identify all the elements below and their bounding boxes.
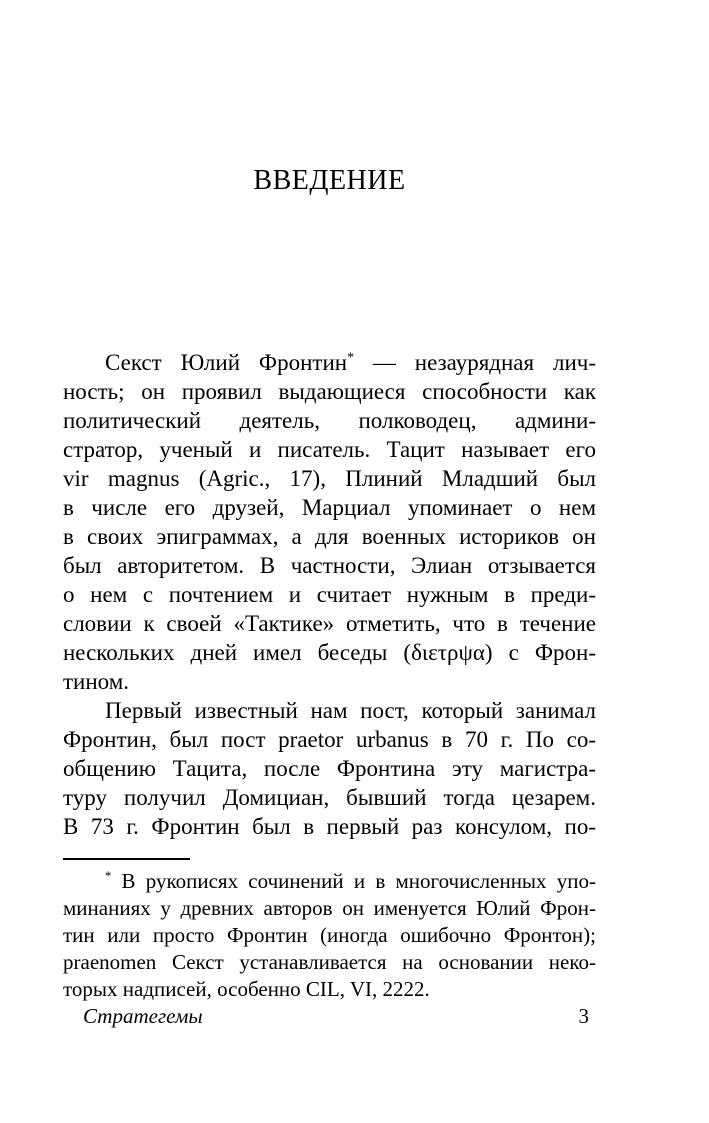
text-run: В рукописях сочинений и в многочисленных упо- <box>111 869 596 893</box>
text-line: тином. <box>63 669 130 694</box>
text-line: В 73 г. Фронтин был в первый раз консулом, по- <box>63 814 596 839</box>
footnote-separator <box>63 858 190 860</box>
text-line: Первый известный нам пост, который занимал <box>105 698 596 723</box>
text-line: ность; он проявил выдающиеся способности как <box>63 379 596 404</box>
footnote-line: торых надписей, особенно CIL, VI, 2222. <box>63 977 430 1001</box>
text-line: политический деятель, полководец, админи- <box>63 408 596 433</box>
text-line: стратор, ученый и писатель. Тацит называет его <box>63 437 596 462</box>
footnote-line <box>63 868 596 895</box>
text-line: в числе его друзей, Марциал упоминает о нем <box>63 495 596 520</box>
text-line <box>63 348 596 377</box>
paragraph-2 <box>63 696 596 841</box>
footnote-line: praenomen Секст устанавливается на основании неко- <box>63 950 596 974</box>
page-number: 3 <box>578 1004 589 1028</box>
running-footer <box>63 1003 596 1030</box>
text-line: был авторитетом. В частности, Элиан отзывается <box>63 553 596 578</box>
text-line: словии к своей «Тактике» отметить, что в течение <box>63 611 596 636</box>
footnote-marker: * <box>105 869 112 883</box>
text-line: нескольких дней имел беседы (διετρψα) с Фрон- <box>63 640 596 665</box>
footnote-line: тин или просто Фронтин (иногда ошибочно Фронтон); <box>63 923 596 947</box>
footnote <box>63 868 596 1003</box>
chapter-title: ВВЕДЕНИЕ <box>253 165 406 196</box>
text-line: о нем с почтением и считает нужным в преди- <box>63 582 596 607</box>
body-text <box>63 348 596 841</box>
paragraph-1 <box>63 348 596 696</box>
footnote-line: минаниях у древних авторов он именуется Юлий Фрон- <box>63 896 596 920</box>
text-line: Фронтин, был пост praetor urbanus в 70 г. По со- <box>63 727 596 752</box>
text-line: общению Тацита, после Фронтина эту магистра- <box>63 756 596 781</box>
text-line: туру получил Домициан, бывший тогда цезарем. <box>63 785 596 810</box>
text-run: — незаурядная лич- <box>353 350 596 375</box>
text-line: в своих эпиграммах, а для военных историков он <box>63 524 596 549</box>
footnote-marker: * <box>347 349 354 365</box>
text-run: Секст Юлий Фронтин <box>105 350 348 375</box>
text-line: vir magnus (Agric., 17), Плиний Младший был <box>63 466 596 491</box>
running-title: Стратегемы <box>83 1004 203 1028</box>
